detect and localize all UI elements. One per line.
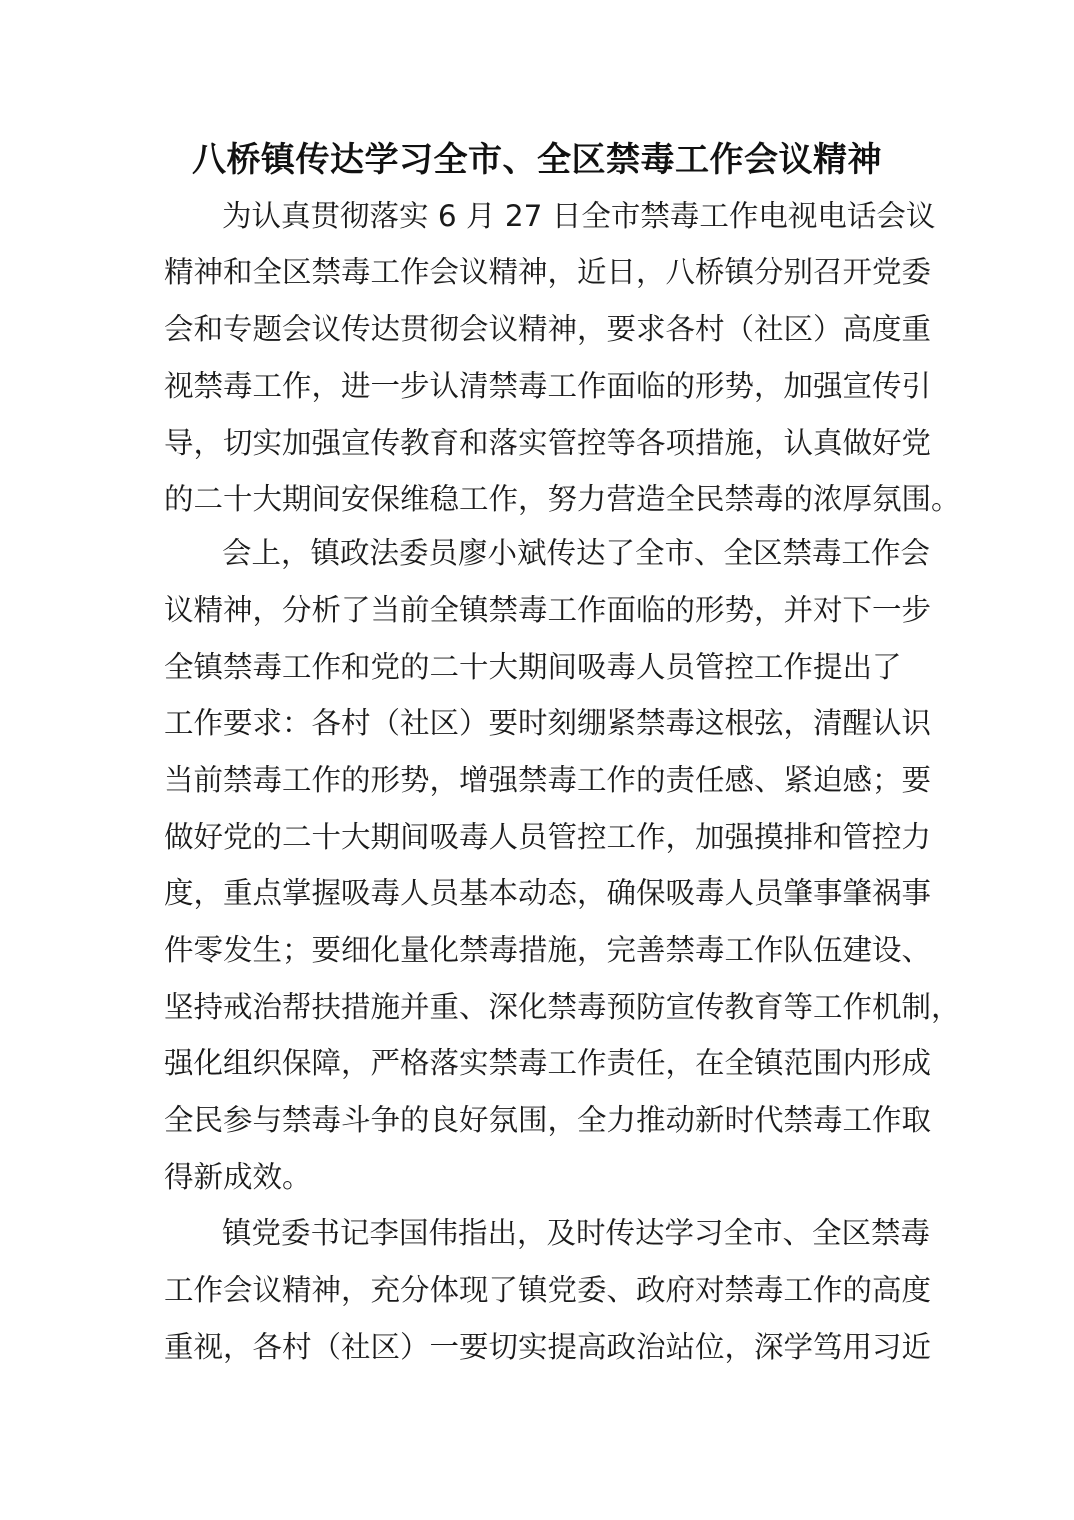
paragraph-2-line-11: 全民参与禁毒斗争的良好氛围，全力推动新时代禁毒工作取 xyxy=(164,1103,932,1137)
paragraph-1-line-6: 的二十大期间安保维稳工作，努力营造全民禁毒的浓厚氛围。 xyxy=(164,482,961,516)
paragraph-3-line-3: 重视，各村（社区）一要切实提高政治站位，深学笃用习近 xyxy=(164,1330,932,1364)
paragraph-3-line-2: 工作会议精神，充分体现了镇党委、政府对禁毒工作的高度 xyxy=(164,1273,932,1307)
paragraph-2-line-10: 强化组织保障，严格落实禁毒工作责任，在全镇范围内形成 xyxy=(164,1046,932,1080)
paragraph-1-line-3: 会和专题会议传达贯彻会议精神，要求各村（社区）高度重 xyxy=(164,312,932,346)
paragraph-2-line-2: 议精神，分析了当前全镇禁毒工作面临的形势，并对下一步 xyxy=(164,593,932,627)
paragraph-2-line-4: 工作要求：各村（社区）要时刻绷紧禁毒这根弦，清醒认识 xyxy=(164,706,932,740)
paragraph-2-line-9: 坚持戒治帮扶措施并重、深化禁毒预防宣传教育等工作机制， xyxy=(164,990,961,1024)
paragraph-1-line-1: 为认真贯彻落实 6 月 27 日全市禁毒工作电视电话会议 xyxy=(222,199,936,233)
paragraph-2-line-7: 度，重点掌握吸毒人员基本动态，确保吸毒人员肇事肇祸事 xyxy=(164,876,932,910)
document-title: 八桥镇传达学习全市、全区禁毒工作会议精神 xyxy=(192,140,882,180)
paragraph-1-line-2: 精神和全区禁毒工作会议精神，近日，八桥镇分别召开党委 xyxy=(164,255,932,289)
paragraph-2-line-5: 当前禁毒工作的形势，增强禁毒工作的责任感、紧迫感；要 xyxy=(164,763,932,797)
paragraph-2-line-8: 件零发生；要细化量化禁毒措施，完善禁毒工作队伍建设、 xyxy=(164,933,932,967)
paragraph-1-line-4: 视禁毒工作，进一步认清禁毒工作面临的形势，加强宣传引 xyxy=(164,369,932,403)
paragraph-2-line-12: 得新成效。 xyxy=(164,1160,312,1194)
paragraph-3-line-1: 镇党委书记李国伟指出，及时传达学习全市、全区禁毒 xyxy=(222,1216,931,1250)
paragraph-2-line-3: 全镇禁毒工作和党的二十大期间吸毒人员管控工作提出了 xyxy=(164,650,902,684)
paragraph-2-line-6: 做好党的二十大期间吸毒人员管控工作，加强摸排和管控力 xyxy=(164,820,932,854)
paragraph-1-line-5: 导，切实加强宣传教育和落实管控等各项措施，认真做好党 xyxy=(164,426,932,460)
paragraph-2-line-1: 会上，镇政法委员廖小斌传达了全市、全区禁毒工作会 xyxy=(222,536,931,570)
